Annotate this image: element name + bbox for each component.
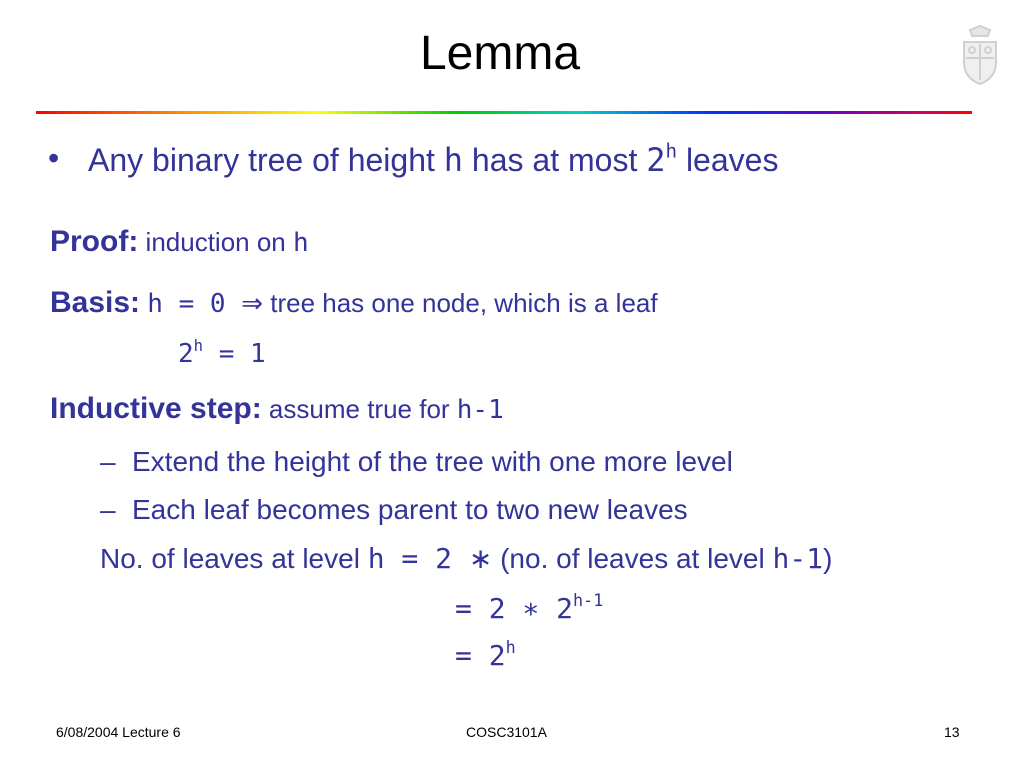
subpoint-text: Each leaf becomes parent to two new leaves (132, 494, 688, 525)
proof-line (50, 225, 309, 259)
proof-text: induction on (138, 227, 293, 257)
leaves-eq: = 2 (384, 542, 469, 575)
footer-course: COSC3101A (466, 724, 547, 740)
power-exponent: h (665, 140, 678, 163)
subpoint-item (100, 446, 733, 478)
footer-date-lecture: 6/08/2004 Lecture 6 (56, 724, 181, 740)
step2-exponent: h (505, 637, 516, 657)
step1-lead: = 2 (455, 591, 523, 625)
step2-lead: = 2 (455, 638, 506, 672)
basis-power-base: 2 (178, 338, 194, 369)
footer-page-number: 13 (944, 724, 960, 740)
subpoint-item (100, 494, 688, 526)
inductive-heading: Inductive step: (50, 392, 262, 425)
leaves-text-a: No. of leaves at level (100, 543, 368, 574)
subpoint-text: Extend the height of the tree with one more level (132, 446, 733, 477)
basis-power-exponent: h (193, 337, 204, 355)
step1-multiply-symbol: ∗ (522, 591, 540, 625)
bullet-dot: • (48, 140, 60, 176)
slide-title: Lemma (419, 27, 581, 80)
power-base: 2 (646, 141, 666, 180)
basis-text: tree has one node, which is a leaf (263, 288, 658, 318)
bullet-text-a: Any binary tree of height (88, 142, 444, 179)
lemma-bullet (48, 140, 779, 180)
multiply-symbol: ∗ (468, 543, 493, 574)
bullet-text-c: leaves (677, 142, 779, 179)
leaves-var-h1: h-1 (772, 542, 824, 575)
inductive-text: assume true for (261, 394, 457, 424)
step1-exponent: h-1 (573, 590, 604, 610)
university-crest-icon (958, 24, 1002, 86)
basis-equation (178, 337, 266, 369)
proof-heading: Proof: (50, 225, 139, 258)
derivation-step-1 (455, 590, 603, 625)
derivation-step-2 (455, 637, 516, 672)
basis-equation-rest: = 1 (203, 338, 266, 369)
basis-line (50, 286, 658, 320)
basis-heading: Basis: (50, 286, 141, 319)
inductive-line (50, 392, 504, 426)
proof-var: h (293, 228, 309, 258)
leaves-close: ) (823, 543, 833, 574)
var-h: h (443, 141, 464, 180)
leaves-var-h: h (367, 542, 385, 575)
title-divider-rainbow (36, 111, 972, 114)
step1-base: 2 (539, 591, 574, 625)
basis-eq: = 0 (162, 289, 242, 319)
subpoint-dash: – (100, 494, 116, 525)
subpoint-dash: – (100, 446, 116, 477)
leaves-text-b: (no. of leaves at level (492, 543, 773, 574)
inductive-var: h-1 (456, 395, 504, 425)
implies-symbol: ⇒ (241, 288, 264, 318)
leaves-equation (100, 542, 832, 575)
bullet-text-b: has at most (463, 142, 647, 179)
basis-var: h (147, 289, 163, 319)
